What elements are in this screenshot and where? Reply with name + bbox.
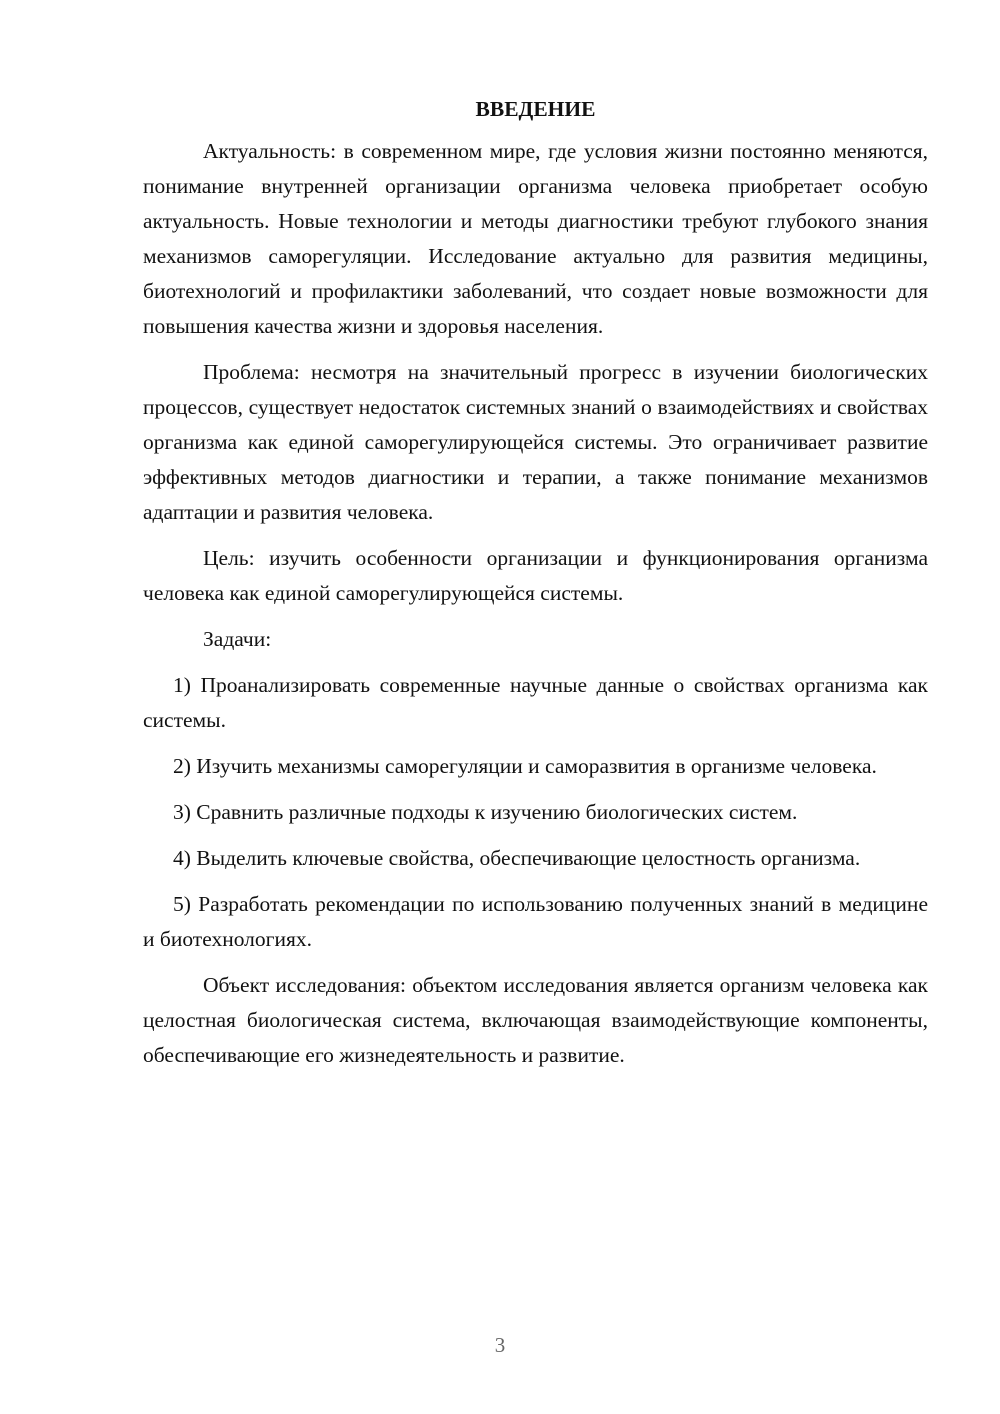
paragraph-object: Объект исследования: объектом исследования является организм человека как целостная биологическая система, включающая взаимодействующие компоненты, обеспечивающие его жизнедеятельность и развитие. (143, 973, 928, 1067)
task-item-1: 1) Проанализировать современные научные данные о свойствах организма как системы. (143, 673, 928, 732)
task-item-4: 4) Выделить ключевые свойства, обеспечивающие целостность организма. (173, 846, 861, 870)
task-item-2: 2) Изучить механизмы саморегуляции и саморазвития в организме человека. (173, 754, 877, 778)
tasks-label: Задачи: (203, 627, 272, 651)
page-content (143, 92, 928, 1084)
paragraph-goal: Цель: изучить особенности организации и функционирования организма человека как единой саморегулирующейся системы. (143, 546, 928, 605)
page-number: 3 (494, 1333, 506, 1357)
paragraph-relevance: Актуальность: в современном мире, где условия жизни постоянно меняются, понимание внутренней организации организма человека приобретает особую актуальность. Новые технологии и методы диагностики требуют глубокого знания механизмов саморегуляции. Исследование актуально для развития медицины, биотехнологий и профилактики заболеваний, что создает новые возможности для повышения качества жизни и здоровья населения. (143, 139, 928, 338)
page-title: ВВЕДЕНИЕ (475, 97, 596, 121)
paragraph-problem: Проблема: несмотря на значительный прогресс в изучении биологических процессов, существует недостаток системных знаний о взаимодействиях и свойствах организма как единой саморегулирующейся системы. Это ограничивает развитие эффективных методов диагностики и терапии, а также понимание механизмов адаптации и развития человека. (143, 360, 928, 524)
task-item-3: 3) Сравнить различные подходы к изучению биологических систем. (173, 800, 798, 824)
task-item-5: 5) Разработать рекомендации по использованию полученных знаний в медицине и биотехнологиях. (143, 892, 928, 951)
